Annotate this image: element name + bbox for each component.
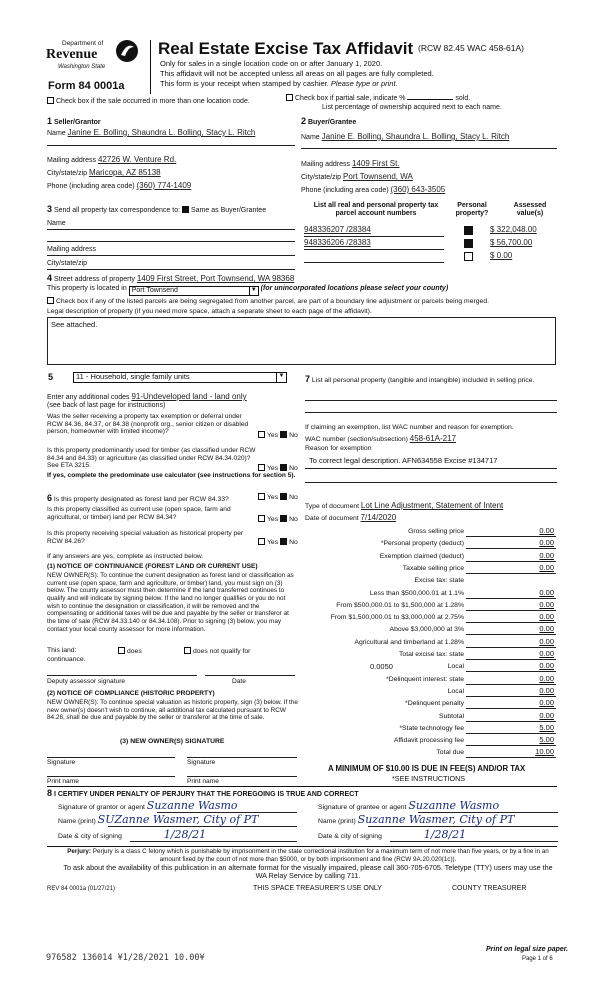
correspondence-city[interactable]: City/state/zip: [47, 260, 88, 267]
tax-row-value[interactable]: 0.00: [539, 612, 554, 622]
additional-codes-field[interactable]: Enter any additional codes 91-Undeveloped land - land only: [47, 392, 247, 401]
tax-row-label: From $1,500,000.01 to $3,000,000 at 2.75%: [330, 614, 464, 622]
seller-phone-field[interactable]: Phone (including area code) (360) 774-1409: [47, 181, 192, 190]
tax-row-label: Agricultural and timberland at 1.28%: [354, 638, 464, 646]
buyer-name-field[interactable]: Name Janine E. Bolling, Shaundra L. Bolling, Stacy L. Ritch: [301, 132, 510, 141]
header-line2: This affidavit will not be accepted unless all areas on all pages are fully completed.: [160, 69, 434, 78]
grantee-signature-field[interactable]: Signature of grantee or agent Suzanne Wasmo: [318, 799, 500, 812]
use-code-select[interactable]: 11 - Household, single family units ▼: [73, 372, 287, 383]
reason-field[interactable]: To correct legal description. AFN634558 Excise #134717: [309, 456, 498, 465]
county-treasurer: COUNTY TREASURER: [452, 885, 527, 892]
see-instructions: *SEE INSTRUCTIONS: [392, 774, 466, 783]
tax-row-label: *Personal property (deduct): [380, 540, 464, 548]
parcel-row[interactable]: 948336207 /28384 $ 322,048.00: [304, 225, 537, 234]
section5-q2-answer[interactable]: Yes No: [258, 464, 298, 473]
tax-row-value[interactable]: 5.00: [539, 735, 554, 745]
tax-row-label: Total due: [436, 749, 464, 757]
owner-print-name-label: Print name: [47, 778, 79, 785]
section5-q1-answer[interactable]: Yes No: [258, 431, 298, 440]
correspondence-mailing[interactable]: Mailing address: [47, 246, 97, 253]
deputy-signature-label: Deputy assessor signature: [47, 678, 126, 685]
header-line1: Only for sales in a single location code on or after January 1, 2020.: [160, 59, 383, 68]
recording-stamp: 976582 136014 ¥1/28/2021 10.00¥: [46, 953, 205, 963]
alt-format-text: To ask about the availability of this publication in an alternate format for the visually impaired, please call 360-705-6705. Teletype (TTY) users may use the WA Relay Service by calling 711.: [63, 863, 553, 881]
tax-row-value[interactable]: 0.00: [539, 587, 554, 597]
notice-continuance-text: NEW OWNER(S): To continue the current designation as forest land or classification as current use (open space, farm and agriculture, or timber) land, you must sign on (3) below. The county assessor must then determine if the land transferred continues to qualify and will indicate by signing below. If the land no longer qualifies or you do not wish to continue the designation or classification, it will be removed and the compensating or additional taxes will be due and payable by the seller or transferor at the time of sale (RCW 84.33.140 or 84.34.108). Prior to signing (3) below, you may contact your local county assessor for more information.: [47, 572, 294, 633]
parcel-header-personal: Personal property?: [455, 202, 489, 218]
tax-row-label: Affidavit processing fee: [393, 737, 464, 745]
chevron-down-icon[interactable]: ▼: [276, 373, 286, 382]
revision-number: REV 84 0001a (01/27/21): [47, 886, 116, 892]
property-street-field[interactable]: 4 Street address of property 1409 First Street, Port Townsend, WA 98368: [47, 273, 295, 283]
print-legal-note: Print on legal size paper.: [486, 946, 569, 953]
parcel-header-assessed: Assessed value(s): [513, 202, 547, 218]
tax-row-value[interactable]: 0.00: [539, 526, 554, 535]
grantee-date-field[interactable]: Date & city of signing 1/28/21: [318, 828, 467, 841]
segregated-checkbox[interactable]: Check box if any of the listed parcels are being segregated from another parcel, are part of a boundary line adjustment or parcels being merged.: [47, 297, 567, 306]
parcel-personal-checkbox[interactable]: [464, 226, 473, 235]
correspondence-field[interactable]: 3 Send all property tax correspondence to: Same as Buyer/Grantee: [47, 204, 267, 214]
partial-sale-checkbox[interactable]: Check box if partial sale, indicate % sold.: [286, 94, 470, 103]
dept-line1: Department of: [62, 40, 104, 47]
buyer-heading: 2 Buyer/Grantee: [301, 116, 357, 126]
tax-row-label: Exemption claimed (deduct): [379, 552, 464, 560]
tax-row-label: Local: [447, 687, 464, 695]
section6-q3-answer[interactable]: Yes No: [258, 538, 298, 547]
tax-row-label: Subtotal: [439, 712, 464, 720]
seller-heading: 1 Seller/Grantor: [47, 116, 101, 126]
section6-q2-answer[interactable]: Yes No: [258, 515, 298, 524]
rcw-reference: (RCW 82.45 WAC 458-61A): [418, 43, 524, 53]
continuance-label: continuance.: [47, 656, 86, 663]
tax-row-label: Less than $500,000.01 at 1.1%: [369, 589, 464, 597]
page-number: Page 1 of 6: [522, 956, 553, 962]
wac-number-field[interactable]: WAC number (section/subsection) 458-61A-217: [305, 434, 457, 443]
doc-date-field[interactable]: Date of document 7/14/2020: [305, 513, 397, 522]
location-select[interactable]: Port Townsend ▼: [129, 286, 259, 296]
grantor-name-field[interactable]: Name (print) SUZanne Wasmer, City of PT: [58, 813, 259, 826]
dept-line2: Revenue: [46, 47, 98, 62]
seller-mailing-field[interactable]: Mailing address 42726 W. Venture Rd.: [47, 155, 177, 164]
tax-row-label: Total excise tax: state: [399, 651, 464, 658]
header-line3: This form is your receipt when stamped by cashier. Please type or print.: [160, 79, 398, 88]
buyer-city-field[interactable]: City/state/zip Port Townsend, WA: [301, 172, 413, 181]
tax-row-value[interactable]: 0.00: [539, 538, 554, 548]
grantee-name-field[interactable]: Name (print) Suzanne Wasmer, City of PT: [318, 813, 515, 826]
section6-q2: Is this property classified as current use (open space, farm and agricultural, or timber) land per RCW 84.34?: [47, 506, 231, 521]
tax-row-label: *Delinquent penalty: [405, 700, 464, 708]
buyer-phone-field[interactable]: Phone (including area code) (360) 643-3505: [301, 185, 446, 194]
parcel-row[interactable]: 948336206 /28383 $ 56,700.00: [304, 238, 533, 247]
tax-row-value[interactable]: 0.00: [539, 649, 554, 658]
section6-q1-answer[interactable]: Yes No: [258, 493, 298, 502]
section5-q1: Was the seller receiving a property tax exemption or deferral under RCW 84.36, 84.37, or 84.38 (nonprofit org., senior citizen or disabled person, homeowner with limited income)?: [47, 413, 249, 436]
section5-q2-note: If yes, complete the predominate use calculator (see instructions for section 5).: [47, 472, 296, 479]
tax-row-label: *Delinquent interest: state: [386, 675, 464, 683]
grantor-signature-field[interactable]: Signature of grantor or agent Suzanne Wasmo: [58, 799, 238, 812]
doc-type-field[interactable]: Type of document Lot Line Adjustment, Statement of Intent: [305, 501, 504, 510]
section6-q1: 6 Is this property designated as forest land per RCW 84.33?: [47, 493, 229, 503]
parcel-row[interactable]: $ 0.00: [304, 251, 559, 263]
ownership-note: List percentage of ownership acquired next to each name.: [322, 104, 502, 111]
tax-row-value[interactable]: 0.00: [539, 562, 554, 572]
legal-description-label: Legal description of property (if you need more space, attach a separate sheet to each page of the affidavit).: [47, 308, 372, 315]
section5-q2: Is this property predominantly used for timber (as classified under RCW 84.34 and 84.33) or agriculture (as classified under RCW 84.34.020)? See ETA 3215.: [47, 447, 256, 470]
this-land-label: This land:: [47, 647, 77, 654]
local-rate: 0.0050: [370, 662, 393, 672]
section6-q3: Is this property receiving special valuation as historical property per RCW 84.26?: [47, 530, 244, 545]
section5-number: 5: [48, 372, 54, 382]
exemption-label: If claiming an exemption, list WAC number and reason for exemption.: [305, 424, 514, 431]
reason-label: Reason for exemption: [305, 445, 372, 452]
tax-row-value[interactable]: 0.00: [539, 636, 554, 646]
tax-row-value[interactable]: 0.00: [539, 624, 554, 634]
property-location-field[interactable]: This property is located in Port Townsend ▼ (for unincorporated locations please select your county): [47, 285, 449, 294]
tax-row-label: From $500,000.01 to $1,500,000 at 1.28%: [336, 601, 464, 609]
parcel-header-numbers: List all real and personal property tax parcel account numbers: [313, 202, 439, 218]
section6-if-yes: If any answers are yes, complete as instructed below.: [47, 553, 204, 560]
form-number: Form 84 0001a: [48, 80, 125, 92]
tax-row-label: *State technology fee: [399, 724, 464, 732]
tax-row-value[interactable]: 0.00: [539, 685, 554, 695]
tax-row-value[interactable]: 0.00: [539, 550, 554, 560]
new-owner-signature-title: (3) NEW OWNER(S) SIGNATURE: [120, 738, 225, 745]
tax-row-label: Gross selling price: [408, 528, 464, 535]
tax-row-value[interactable]: 0.00: [539, 673, 554, 683]
grantor-date-field[interactable]: Date & city of signing 1/28/21: [58, 828, 207, 841]
tax-row-label: Local: [447, 663, 464, 671]
multi-location-checkbox[interactable]: Check box if the sale occurred in more than one location code.: [47, 97, 250, 106]
tax-row-value[interactable]: 5.00: [539, 722, 554, 732]
dept-line3: Washington State: [58, 64, 106, 70]
legal-description-box[interactable]: See attached.: [47, 317, 556, 365]
owner-signature-label: Signature: [47, 759, 76, 766]
notice-continuance-title: (1) NOTICE OF CONTINUANCE (FOREST LAND OR CURRENT USE): [47, 563, 258, 570]
chevron-down-icon[interactable]: ▼: [249, 287, 258, 295]
page-title: Real Estate Excise Tax Affidavit: [158, 39, 414, 58]
treasurer-only: THIS SPACE TREASURER'S USE ONLY: [253, 885, 382, 892]
personal-property-label: 7 List all personal property (tangible and intangible) included in selling price.: [305, 374, 535, 384]
does-checkbox[interactable]: does: [118, 647, 142, 656]
notice-compliance-text: NEW OWNER(S): To continue special valuation as historic property, sign (3) below. If the new owner(s) doesn't wish to continue, all additional tax calculated pursuant to RCW 84.26, shall be due and payable by the seller or transferor at the time of sale.: [47, 699, 298, 722]
perjury-text: Perjury: Perjury is a class C felony which is punishable by imprisonment in the state correctional institution for a maximum term of not more than five years, or by a fine in an amount fixed by the court of not more than $5000, or by both imprisonment and fine (RCW 9A.20.020(1c)).: [67, 848, 549, 863]
tax-row-value[interactable]: 0.00: [539, 661, 554, 671]
deputy-date-label: Date: [232, 678, 246, 685]
certify-heading: 8 I CERTIFY UNDER PENALTY OF PERJURY THAT THE FOREGOING IS TRUE AND CORRECT: [47, 788, 359, 798]
tax-row-value[interactable]: 0.00: [539, 710, 554, 720]
owner-print-name-label: Print name: [187, 778, 219, 785]
tax-row-label: Taxable selling price: [402, 564, 464, 572]
seller-city-field[interactable]: City/state/zip Maricopa, AZ 85138: [47, 168, 161, 177]
buyer-mailing-field[interactable]: Mailing address 1409 First St.: [301, 159, 400, 168]
tax-row-value[interactable]: 0.00: [539, 698, 554, 708]
does-not-checkbox[interactable]: does not qualify for: [184, 647, 250, 656]
correspondence-name[interactable]: Name: [47, 220, 66, 227]
seller-name-field[interactable]: Name Janine E. Bolling, Shaundra L. Bolling, Stacy L. Ritch: [47, 128, 256, 137]
tax-row-label: Excise tax: state: [414, 577, 464, 585]
minimum-note: A MINIMUM OF $10.00 IS DUE IN FEE(S) AND/OR TAX: [328, 764, 526, 773]
revenue-emblem-icon: [114, 38, 140, 64]
additional-codes-note: (see back of last page for instructions): [47, 402, 166, 409]
parcel-personal-checkbox[interactable]: [464, 252, 473, 261]
tax-row-value[interactable]: 0.00: [539, 599, 554, 609]
parcel-personal-checkbox[interactable]: [464, 239, 473, 248]
owner-signature-label: Signature: [187, 759, 216, 766]
tax-row-label: Above $3,000,000 at 3%: [389, 626, 464, 634]
notice-compliance-title: (2) NOTICE OF COMPLIANCE (HISTORIC PROPERTY): [47, 690, 215, 697]
tax-row-value[interactable]: 10.00: [535, 747, 554, 757]
